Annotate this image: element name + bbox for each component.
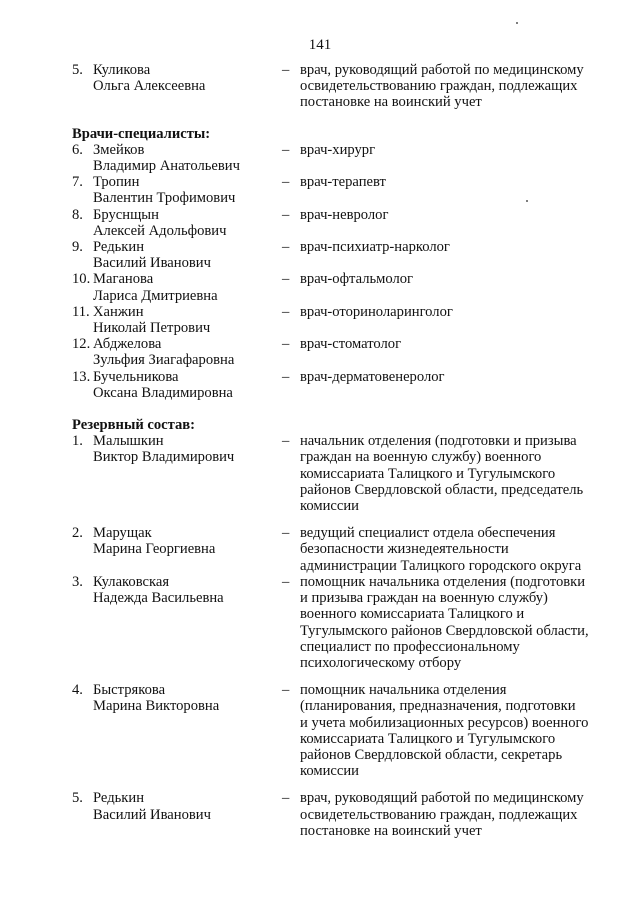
surname: Малышкин [93,433,164,450]
list-item [72,304,612,336]
list-item [72,174,612,206]
dash: – [282,525,290,542]
surname: Редькин [93,239,144,256]
surname: Ханжин [93,303,144,320]
role-line: начальник отделения (подготовки и призыва [300,433,577,450]
dash: – [282,174,290,191]
role-description: врач-оториноларинголог [300,303,453,320]
surname: Бучельникова [93,368,179,385]
list-item [72,790,612,839]
item-number: 3. [72,573,83,590]
commission-list [72,62,612,839]
given-name: Виктор Владимирович [93,449,235,466]
item-number: 6. [72,141,83,158]
role-description: врач-терапевт [300,174,386,191]
given-name: Оксана Владимировна [93,384,233,401]
item-number: 9. [72,239,83,256]
item-number: 13. [72,368,91,385]
scan-speck [516,22,518,24]
dash: – [282,141,290,158]
role-line: безопасности жизнедеятельности [300,541,509,558]
surname: Куликова [93,62,151,78]
list-item [72,271,612,303]
role-line: (планирования, предназначения, подготовки [300,698,576,715]
role-line: районов Свердловской области, председатель [300,481,584,498]
dash: – [282,682,290,699]
dash: – [282,368,290,385]
list-item [72,525,612,574]
dash: – [282,271,290,288]
item-number: 10. [72,271,91,288]
role-line: администрации Талицкого городского округа [300,557,582,574]
dash: – [282,239,290,256]
role-line: постановке на воинский учет [300,822,482,839]
dash: – [282,303,290,320]
section-heading-specialists: Врачи-специалисты: [72,125,211,142]
surname: Тропин [93,174,140,191]
surname: Маганова [93,271,154,288]
role-line: специалист по профессиональному [300,638,520,655]
role-description: врач-хирург [300,141,376,158]
role-line: военного комиссариата Талицкого и [300,606,525,623]
dash: – [282,433,290,450]
role-line: районов Свердловской области, секретарь [300,746,563,763]
list-item [72,433,612,514]
list-item [72,336,612,368]
given-name: Валентин Трофимович [93,190,236,207]
list-item [72,207,612,239]
role-description: врач-стоматолог [300,336,402,353]
role-line: граждан на военную службу) военного [300,449,542,466]
given-name: Зульфия Зиагафаровна [93,352,235,369]
surname: Редькин [93,790,144,807]
surname: Бруснщын [93,206,159,223]
surname: Змейков [93,141,145,158]
role-description: врач-невролог [300,206,389,223]
item-number: 5. [72,790,83,807]
item-number: 11. [72,303,90,320]
item-number: 1. [72,433,83,450]
role-line: Тугулымского районов Свердловской области, [300,622,589,639]
surname: Марущак [93,525,152,542]
role-line: освидетельствованию граждан, подлежащих [300,78,578,95]
role-line: комиссариата Талицкого и Тугулымского [300,730,556,747]
role-line: освидетельствованию граждан, подлежащих [300,806,578,823]
role-line: постановке на воинский учет [300,94,482,111]
given-name: Николай Петрович [93,320,211,337]
role-line: помощник начальника отделения [300,682,507,699]
surname: Абджелова [93,336,162,353]
dash: – [282,62,290,78]
role-description [300,574,612,671]
role-description [300,682,612,779]
given-name: Надежда Васильевна [93,590,224,607]
list-item [72,574,612,671]
list-item [72,239,612,271]
role-description: врач-офтальмолог [300,271,414,288]
role-line: психологическому отбору [300,654,462,671]
list-item [72,369,612,401]
role-description [300,525,612,574]
given-name: Лариса Дмитриевна [93,287,218,304]
surname: Быстрякова [93,682,166,699]
dash: – [282,790,290,807]
role-line: и учета мобилизационных ресурсов) военного [300,714,589,731]
role-description: врач-дерматовенеролог [300,368,445,385]
item-number: 7. [72,174,83,191]
item-number: 8. [72,206,83,223]
given-name: Алексей Адольфович [93,222,227,239]
role-line: комиссии [300,763,359,780]
role-line: врач, руководящий работой по медицинскому [300,62,584,78]
role-description [300,62,612,111]
given-name: Марина Георгиевна [93,541,216,558]
role-line: ведущий специалист отдела обеспечения [300,525,556,542]
given-name: Василий Иванович [93,806,211,823]
role-line: врач, руководящий работой по медицинскому [300,790,584,807]
list-item [72,62,612,111]
list-item [72,142,612,174]
item-number: 12. [72,336,91,353]
given-name: Владимир Анатольевич [93,158,240,175]
item-number: 2. [72,525,83,542]
dash: – [282,336,290,353]
role-line: комиссариата Талицкого и Тугулымского [300,465,556,482]
dash: – [282,206,290,223]
list-item [72,682,612,779]
item-number: 4. [72,682,83,699]
given-name: Марина Викторовна [93,698,220,715]
page-number: 141 [308,37,332,53]
role-description: врач-психиатр-нарколог [300,239,450,256]
role-description [300,790,612,839]
given-name: Василий Иванович [93,255,211,272]
role-description [300,433,612,514]
role-line: комиссии [300,498,359,515]
surname: Кулаковская [93,573,170,590]
section-heading-reserve: Резервный состав: [72,417,196,434]
role-line: и призыва граждан на военную службу) [300,590,548,607]
given-name: Ольга Алексеевна [93,78,206,95]
item-number: 5. [72,62,83,78]
role-line: помощник начальника отделения (подготовки [300,573,586,590]
dash: – [282,573,290,590]
